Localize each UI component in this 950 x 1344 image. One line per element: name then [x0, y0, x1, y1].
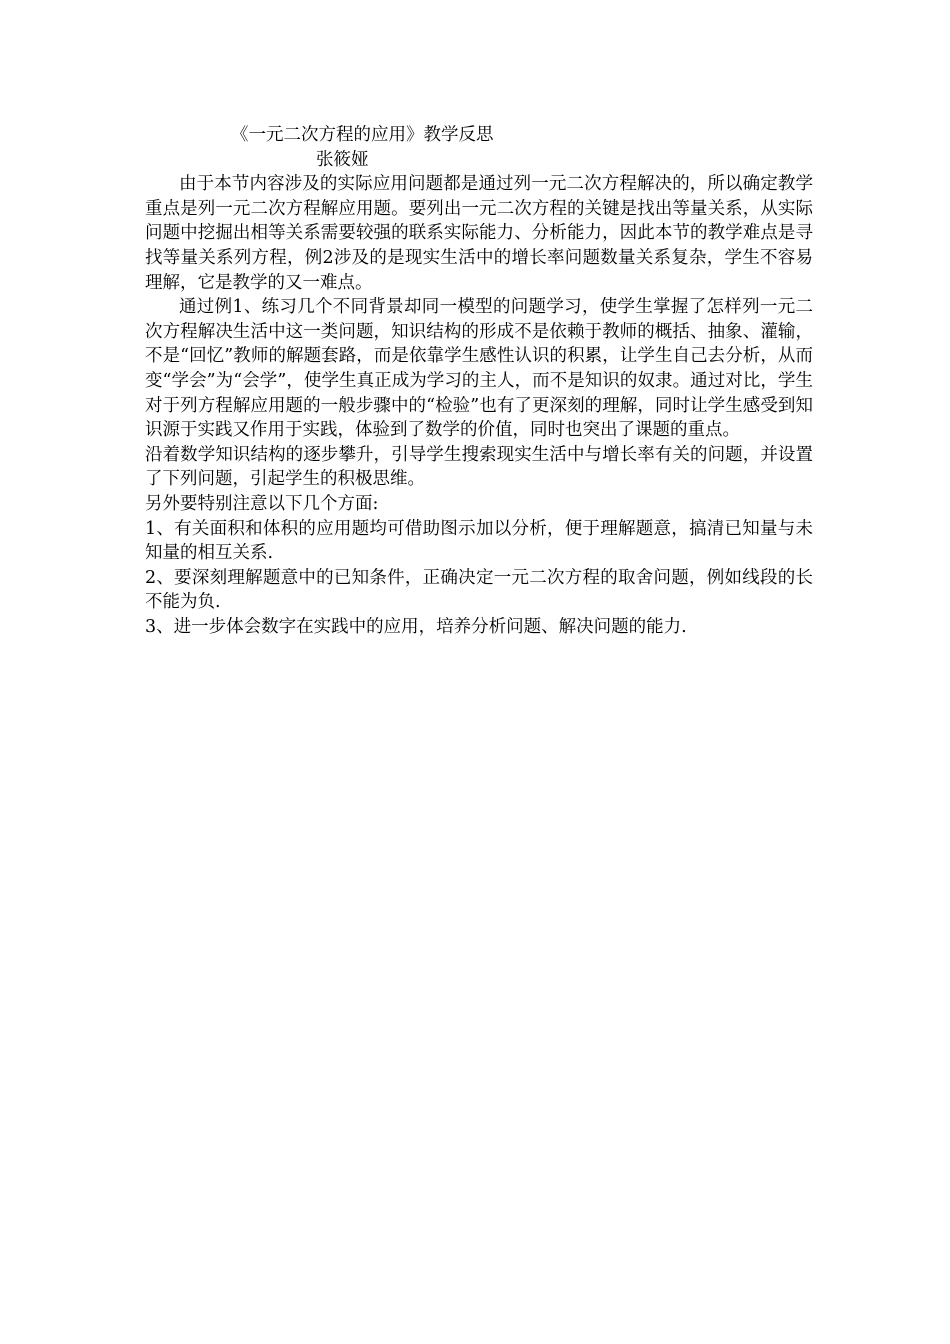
- paragraph-example-practice: 通过例1、练习几个不同背景却同一模型的问题学习，使学生掌握了怎样列一元二次方程解决生活中这一类问题，知识结构的形成不是依赖于教师的概括、抽象、灌输，不是“回忆”教师的解题套路，而是依靠学生感性认识的积累，让学生自己去分析，从而变“学会”为“会学”，使学生真正成为学习的主人，而不是知识的奴隶。通过对比，学生对于列方程解应用题的一般步骤中的“检验”也有了更深刻的理解，同时让学生感受到知识源于实践又作用于实践，体验到了数学的价值，同时也突出了课题的重点。: [145, 297, 813, 441]
- list-item-note-1: 1、有关面积和体积的应用题均可借助图示加以分析，便于理解题意，搞清已知量与未知量的相互关系.: [145, 518, 813, 564]
- list-item-note-3: 3、进一步体会数字在实践中的应用，培养分析问题、解决问题的能力.: [145, 616, 687, 637]
- paragraph-teaching-focus: 由于本节内容涉及的实际应用问题都是通过列一元二次方程解决的，所以确定教学重点是列一元二次方程解应用题。要列出一元二次方程的关键是找出等量关系，从实际问题中挖掘出相等关系需要较强的联系实际能力、分析能力，因此本节的教学难点是寻找等量关系列方程，例2涉及的是现实生活中的增长率问题数量关系复杂，学生不容易理解，它是教学的又一难点。: [145, 174, 813, 293]
- paragraph-growth-rate: 沿着数学知识结构的逐步攀升，引导学生搜索现实生活中与增长率有关的问题，并设置了下列问题，引起学生的积极思维。: [145, 444, 813, 490]
- paragraph-notes-intro: 另外要特别注意以下几个方面:: [145, 493, 379, 514]
- list-item-note-2: 2、要深刻理解题意中的已知条件，正确决定一元二次方程的取舍问题，例如线段的长不能为负.: [145, 567, 813, 613]
- document-title: 《一元二次方程的应用》教学反思: [231, 125, 494, 145]
- document-body: [145, 123, 813, 639]
- document-author: 张筱娅: [316, 149, 369, 170]
